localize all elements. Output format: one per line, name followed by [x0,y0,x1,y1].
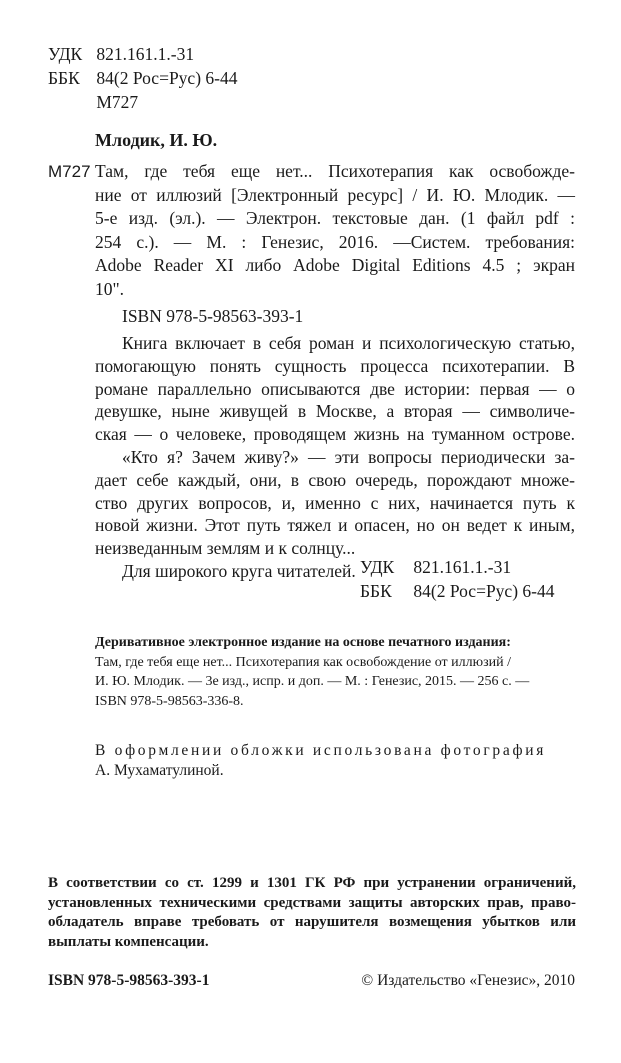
derivative-heading: Деривативное электронное издание на основе печатного издания: [95,635,511,650]
legal-line: В соответствии со ст. 1299 и 1301 ГК РФ при устранении ограничений, [48,875,576,891]
annotation-line: ская — о человеке, проводящем жизнь на туманном острове. [95,424,575,445]
annotation-line: новой жизни. Этот путь тяжел и опасен, но он ведет к иным, [95,515,575,536]
description-line: Там, где тебя еще нет... Психотерапия как освобожде- [95,161,575,181]
bbk-row: ББК 84(2 Рос=Рус) 6-44 [360,581,555,601]
annotation-line: Книга включает в себя роман и психологическую статью, [122,333,575,353]
cover-credit-line: В оформлении обложки использована фотография [95,742,547,759]
description-line: 10". [95,278,125,299]
udk-row: УДК 821.161.1.-31 [48,44,195,64]
description-line: ние от иллюзий [Электронный ресурс] / И. Ю. Млодик. — [95,184,575,205]
annotation-line: помогающую понять сущность процесса психотерапии. В [95,355,575,376]
author-name: Млодик, И. Ю. [95,130,218,150]
annotation-line: Для широкого круга читателей. [122,560,356,581]
legal-line: обладатель вправе требовать от нарушителя возмещения убытков или [48,914,576,930]
description-line: Adobe Reader XI либо Adobe Digital Editions 4.5 ; экран [95,255,575,275]
derivative-line: Там, где тебя еще нет... Психотерапия как освобождение от иллюзий / [95,654,511,670]
annotation-line: неизведанным землям и к солнцу... [95,538,356,559]
annotation-line: ство других вопросов, и, именно с них, начинается путь к [95,492,575,513]
annotation-line: романе параллельно описываются две истории: первая — о [95,378,575,399]
catalog-mark: М727 [48,162,91,181]
bbk-row: ББК 84(2 Рос=Рус) 6-44 [48,68,238,88]
footer-isbn: ISBN 978-5-98563-393-1 [48,972,210,989]
cover-photo-credit [95,741,575,781]
derivative-edition-note [95,633,575,711]
derivative-line: ISBN 978-5-98563-336-8. [95,693,244,709]
udk-row: УДК 821.161.1.-31 [360,557,512,577]
derivative-line: И. Ю. Млодик. — 3е изд., испр. и доп. — М. : Генезис, 2015. — 256 с. — [95,674,530,689]
legal-line: выплаты компенсации. [48,933,209,950]
footer-copyright: © Издательство «Генезис», 2010 [361,972,575,989]
classification-codes-top [48,42,237,114]
description-line: 5-е изд. (эл.). — Электрон. текстовые дан. (1 файл pdf : [95,208,575,228]
classification-codes-bottom [360,555,554,603]
legal-line: установленных техническими средствами защиты авторских прав, право- [48,894,576,911]
legal-notice [48,874,576,952]
annotation-line: «Кто я? Зачем живу?» — эти вопросы периодически за- [122,446,575,467]
annotation [95,332,575,583]
annotation-line: девушке, ныне живущей в Москве, а вторая — символиче- [95,401,575,422]
bibliographic-description [95,160,575,301]
annotation-line: дает себе каждый, они, в свою очередь, порождают множе- [95,469,575,490]
isbn-main: ISBN 978-5-98563-393-1 [122,306,304,326]
cover-credit-name: А. Мухаматулиной. [95,762,224,779]
author-mark-row: М727 [96,92,139,112]
description-line: 254 с.). — М. : Генезис, 2016. —Систем. требования: [95,231,575,252]
